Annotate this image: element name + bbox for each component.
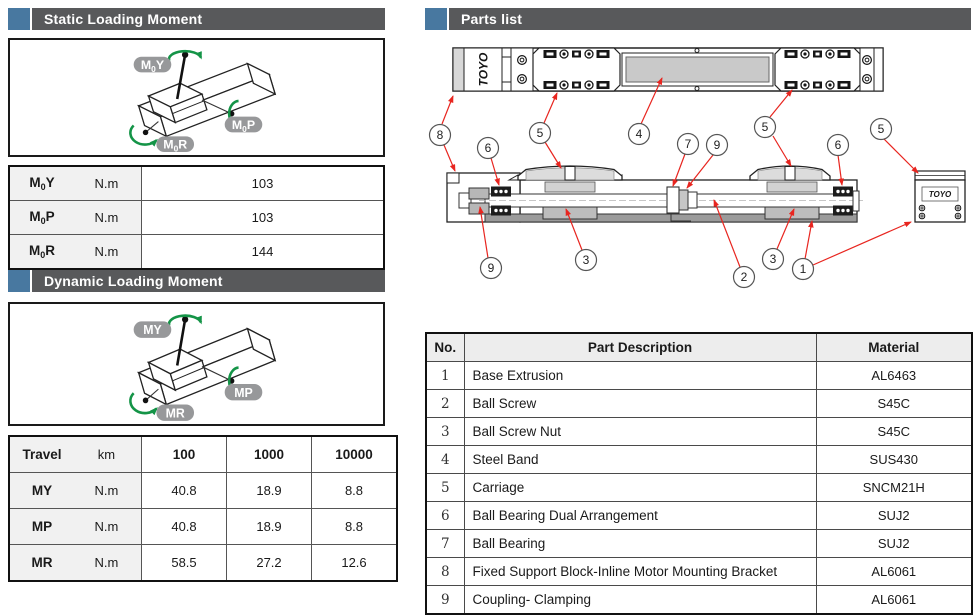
roll-label: MR xyxy=(165,406,185,421)
callout-number: 7 xyxy=(684,137,692,151)
parts-table xyxy=(425,332,973,615)
callout-number: 9 xyxy=(487,261,495,275)
col-header-material: Material xyxy=(816,333,972,362)
moment-value: 8.8 xyxy=(312,473,398,509)
moment-label: MY xyxy=(31,483,53,498)
actuator-side-section-view xyxy=(447,166,863,222)
header-accent-square xyxy=(8,270,30,292)
pitch-label: $M_0P$ xyxy=(231,117,256,134)
table-row xyxy=(426,502,972,530)
part-material: S45C xyxy=(816,390,972,418)
callout-number: 5 xyxy=(761,120,769,134)
moment-unit: N.m xyxy=(94,555,119,570)
table-row xyxy=(426,530,972,558)
moment-value: 18.9 xyxy=(227,509,312,545)
table-row xyxy=(9,473,397,509)
moment-value: 40.8 xyxy=(142,509,227,545)
part-description: Base Extrusion xyxy=(464,362,816,390)
travel-col-header: 10000 xyxy=(312,436,398,473)
part-description: Ball Screw Nut xyxy=(464,418,816,446)
table-row xyxy=(9,166,384,201)
callout-number: 3 xyxy=(582,253,590,267)
parts-section-header xyxy=(425,8,971,30)
moment-value: 27.2 xyxy=(227,545,312,582)
travel-label: Travel xyxy=(22,447,62,462)
moment-unit: N.m xyxy=(94,244,119,259)
part-material: SNCM21H xyxy=(816,474,972,502)
moment-value: 8.8 xyxy=(312,509,398,545)
dynamic-section-header xyxy=(8,270,385,292)
part-material: SUJ2 xyxy=(816,502,972,530)
travel-unit: km xyxy=(97,447,116,462)
part-description: Ball Screw xyxy=(464,390,816,418)
header-accent-square xyxy=(425,8,447,30)
moment-label: MR xyxy=(31,555,53,570)
moment-value: 103 xyxy=(142,201,385,235)
moment-label: MP xyxy=(31,519,53,534)
coupling-left-upper xyxy=(469,188,489,199)
part-material: SUJ2 xyxy=(816,530,972,558)
part-material: SUS430 xyxy=(816,446,972,474)
header-accent-square xyxy=(8,8,30,30)
table-row xyxy=(9,545,397,582)
part-no: 6 xyxy=(426,502,464,530)
col-header-description: Part Description xyxy=(464,333,816,362)
part-material: AL6061 xyxy=(816,558,972,586)
static-moment-table xyxy=(8,165,385,270)
pitch-label: MP xyxy=(234,385,253,400)
brand-logo: TOYO xyxy=(476,52,491,87)
moment-unit: N.m xyxy=(94,176,119,191)
roll-label: $M_0R$ xyxy=(163,137,188,154)
static-section-title: Static Loading Moment xyxy=(32,8,385,30)
part-material: S45C xyxy=(816,418,972,446)
table-row xyxy=(426,390,972,418)
moment-value: 18.9 xyxy=(227,473,312,509)
part-no: 7 xyxy=(426,530,464,558)
table-row xyxy=(426,446,972,474)
part-description: Carriage xyxy=(464,474,816,502)
part-no: 3 xyxy=(426,418,464,446)
table-row xyxy=(9,509,397,545)
steel-band xyxy=(626,57,769,82)
moment-value: 103 xyxy=(142,166,385,201)
callout-number: 9 xyxy=(713,138,721,152)
callout-number: 5 xyxy=(536,126,544,140)
dynamic-moment-diagram xyxy=(8,302,385,426)
part-description: Steel Band xyxy=(464,446,816,474)
ball-bearing-middle xyxy=(667,187,679,213)
part-no: 9 xyxy=(426,586,464,615)
moment-unit: N.m xyxy=(94,483,119,498)
yaw-label: $M_0Y$ xyxy=(140,58,165,74)
moment-label: $M_0P$ xyxy=(29,209,55,226)
table-header-row xyxy=(426,333,972,362)
part-material: AL6463 xyxy=(816,362,972,390)
callout-number: 2 xyxy=(740,270,748,284)
part-no: 2 xyxy=(426,390,464,418)
travel-col-header: 1000 xyxy=(227,436,312,473)
table-row xyxy=(426,586,972,615)
callout-number: 6 xyxy=(834,138,842,152)
moment-unit: N.m xyxy=(94,210,119,225)
callout-number: 4 xyxy=(635,127,643,141)
actuator-top-view xyxy=(453,48,883,91)
coupling-left-lower xyxy=(469,203,489,214)
part-description: Fixed Support Block-Inline Motor Mounting Bracket xyxy=(464,558,816,586)
ball-screw-nut-left xyxy=(543,207,597,219)
callout-number: 3 xyxy=(769,252,777,266)
parts-assembly-drawing xyxy=(425,30,971,335)
dynamic-moment-diagram-svg xyxy=(10,304,383,424)
col-header-no: No. xyxy=(426,333,464,362)
parts-section-title: Parts list xyxy=(449,8,971,30)
travel-col-header: 100 xyxy=(142,436,227,473)
moment-value: 12.6 xyxy=(312,545,398,582)
part-description: Ball Bearing Dual Arrangement xyxy=(464,502,816,530)
table-header-row xyxy=(9,436,397,473)
moment-unit: N.m xyxy=(94,519,119,534)
table-row xyxy=(426,362,972,390)
moment-label: $M_0R$ xyxy=(28,243,55,260)
static-section-header xyxy=(8,8,385,30)
actuator-end-view xyxy=(915,171,965,222)
part-no: 5 xyxy=(426,474,464,502)
moment-value: 144 xyxy=(142,235,385,270)
table-row xyxy=(9,235,384,270)
static-moment-diagram xyxy=(8,38,385,157)
dynamic-moment-table xyxy=(8,435,398,582)
parts-assembly-svg xyxy=(425,30,971,330)
table-row xyxy=(426,474,972,502)
part-no: 4 xyxy=(426,446,464,474)
callout-number: 1 xyxy=(799,262,807,276)
part-no: 1 xyxy=(426,362,464,390)
table-row xyxy=(426,418,972,446)
moment-value: 40.8 xyxy=(142,473,227,509)
callout-number: 6 xyxy=(484,141,492,155)
table-row xyxy=(9,201,384,235)
part-description: Ball Bearing xyxy=(464,530,816,558)
table-row xyxy=(426,558,972,586)
part-material: AL6061 xyxy=(816,586,972,615)
brand-logo: TOYO xyxy=(928,190,952,199)
yaw-label: MY xyxy=(143,323,162,338)
coupling-clamping-middle xyxy=(679,190,688,210)
moment-value: 58.5 xyxy=(142,545,227,582)
dynamic-section-title: Dynamic Loading Moment xyxy=(32,270,385,292)
part-description: Coupling- Clamping xyxy=(464,586,816,615)
part-no: 8 xyxy=(426,558,464,586)
moment-label: $M_0Y$ xyxy=(29,175,55,192)
callout-number: 8 xyxy=(436,128,444,142)
static-moment-diagram-svg xyxy=(10,40,383,155)
callout-number: 5 xyxy=(877,122,885,136)
